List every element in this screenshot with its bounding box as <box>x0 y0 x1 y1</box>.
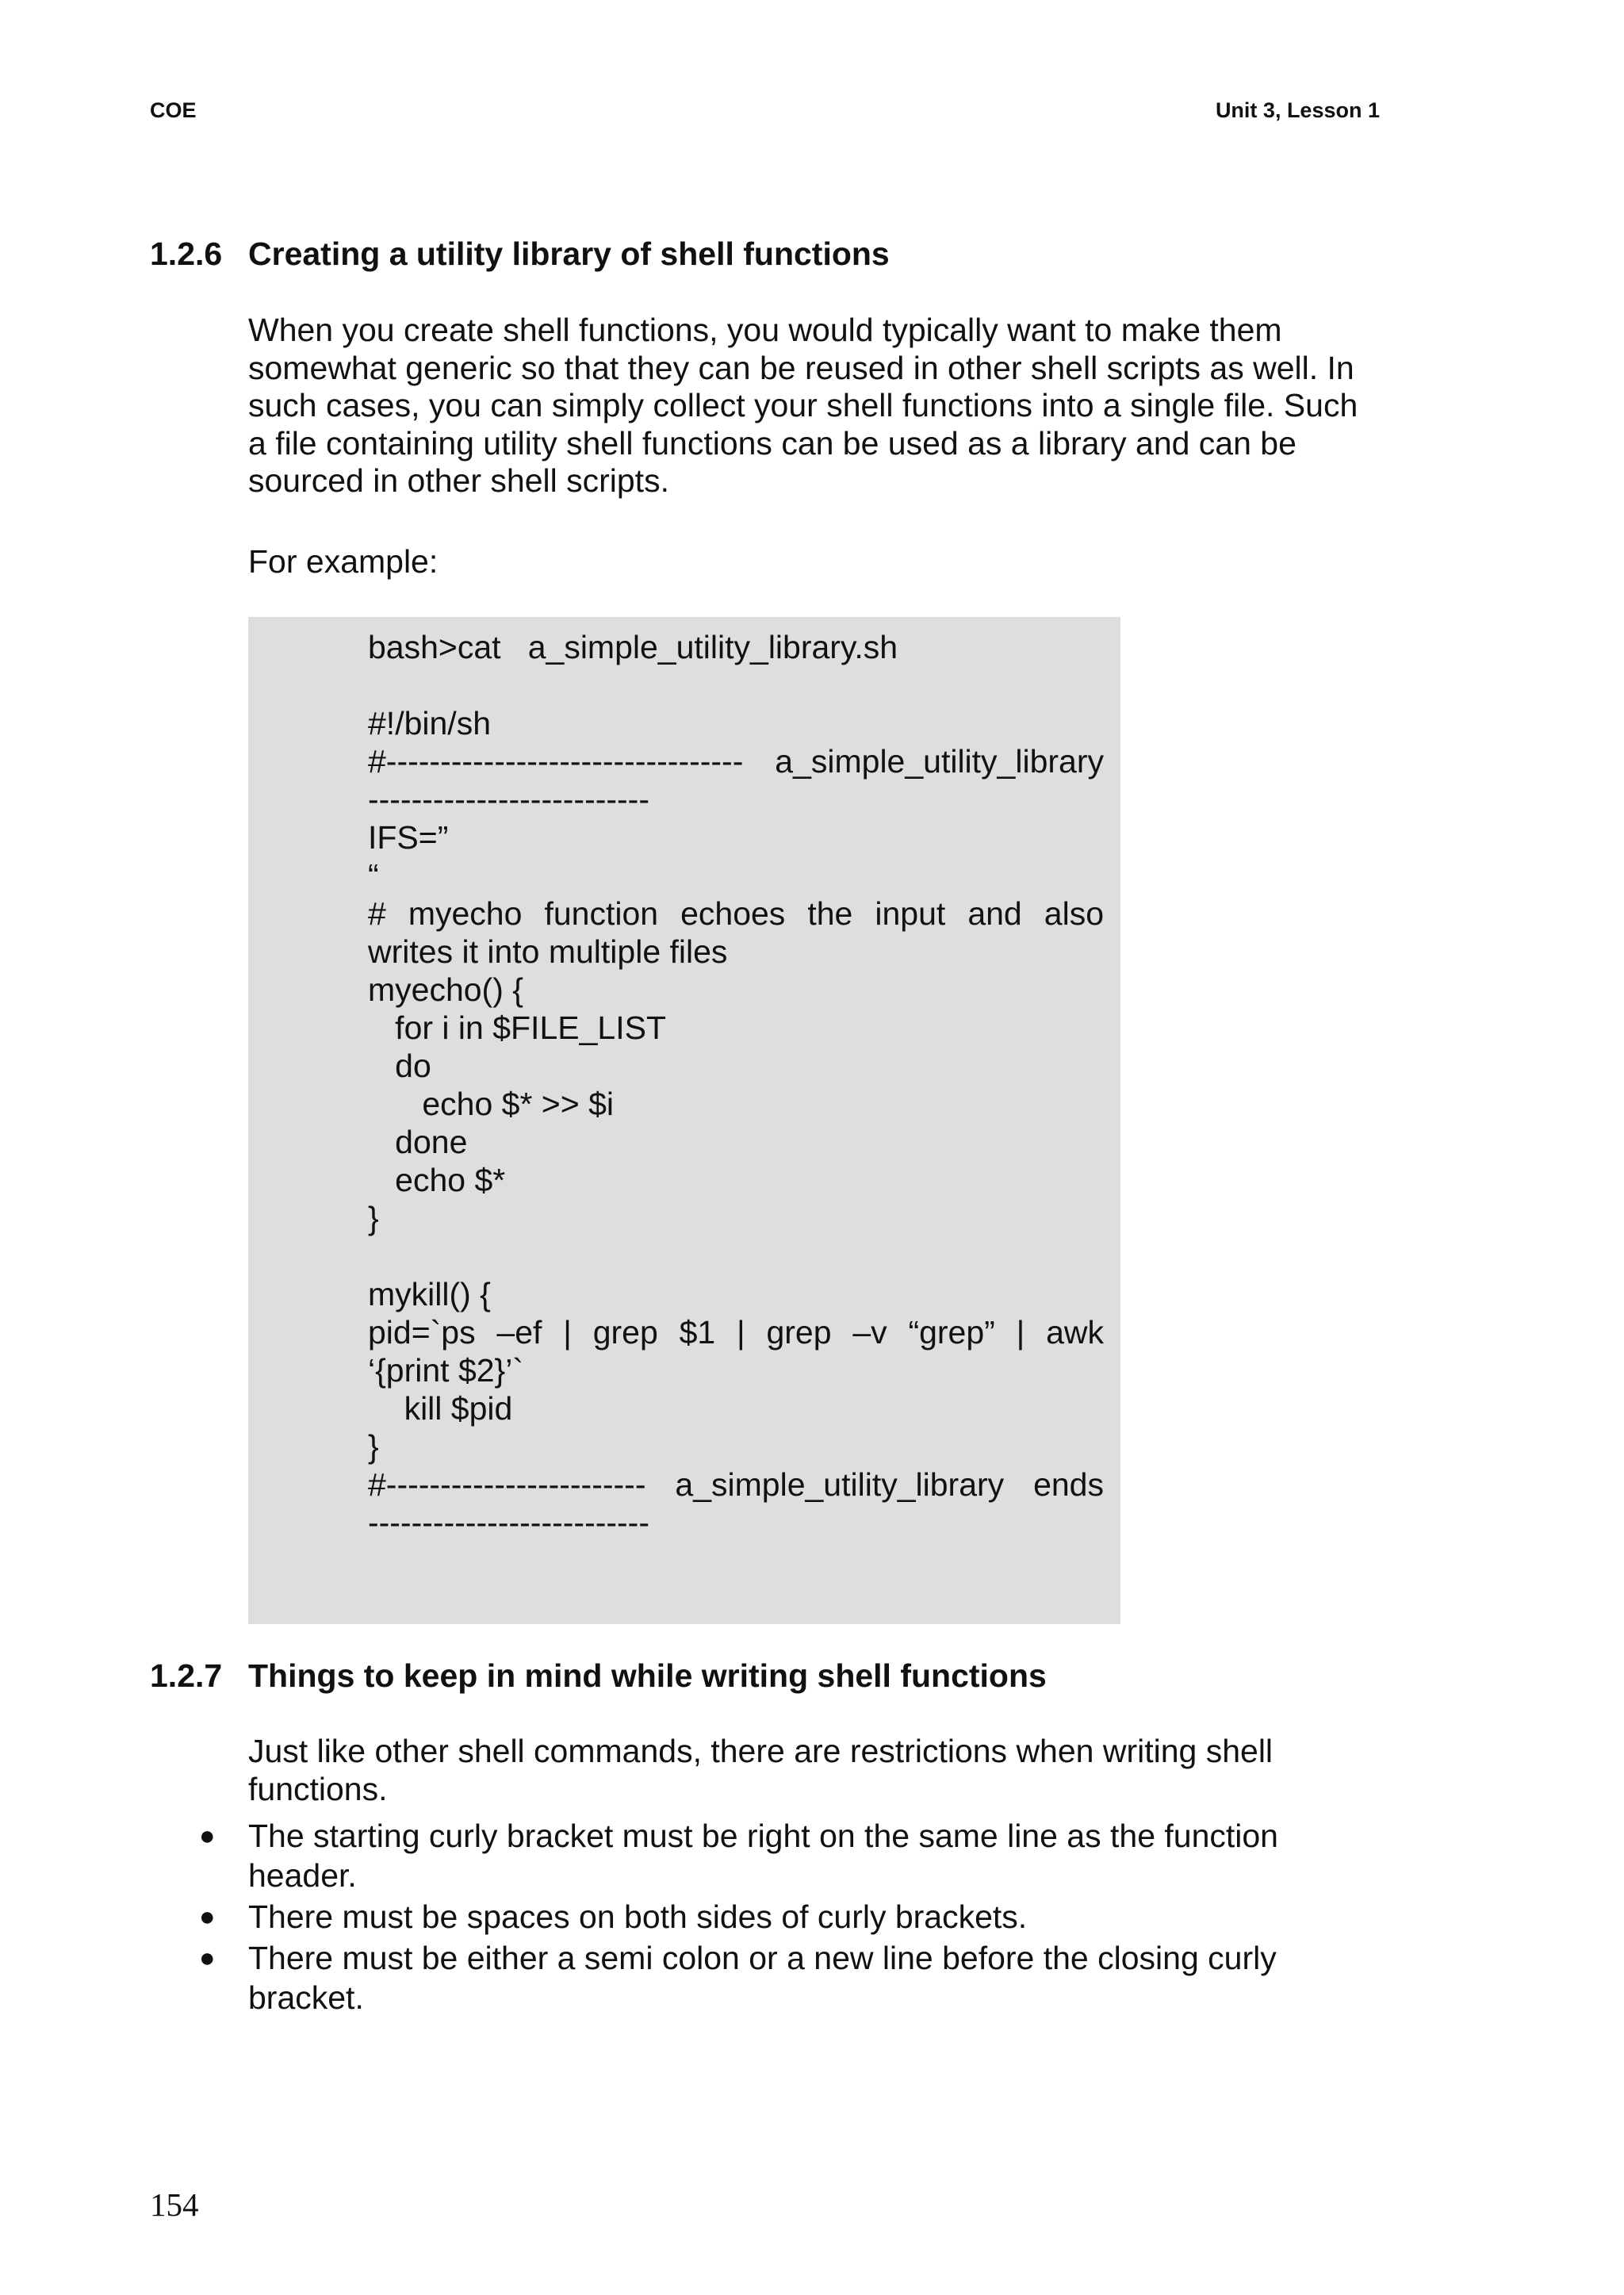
code-line: mykill() { <box>368 1276 491 1312</box>
code-line: #------------------------ a_simple_utility_library ends <box>368 1466 1104 1503</box>
section-number: 1.2.7 <box>150 1657 223 1694</box>
paragraph-line: When you create shell functions, you would typically want to make them <box>248 312 1282 348</box>
code-line: #!/bin/sh <box>368 705 491 741</box>
code-line <box>368 666 1104 704</box>
paragraph-line: sourced in other shell scripts. <box>248 462 669 499</box>
code-line: #--------------------------------- a_simple_utility_library <box>368 743 1104 780</box>
paragraph-line: somewhat generic so that they can be reused in other shell scripts as well. In <box>248 349 1354 386</box>
section-intro <box>248 1733 1382 1808</box>
code-line: bash>cat a_simple_utility_library.sh <box>368 629 898 665</box>
code-line: kill $pid <box>368 1390 513 1427</box>
code-line: # myecho function echoes the input and also <box>368 895 1104 932</box>
code-line: writes it into multiple files <box>368 933 728 970</box>
code-line: done <box>368 1124 468 1160</box>
code-line: } <box>368 1200 379 1236</box>
section-heading-1-2-7 <box>150 1656 1047 1695</box>
page-number: 154 <box>150 2186 199 2223</box>
section-heading-1-2-6 <box>150 234 890 274</box>
section-title: Creating a utility library of shell functions <box>248 236 890 272</box>
paragraph-line: a file containing utility shell functions can be used as a library and can be <box>248 424 1297 462</box>
code-line: -------------------------- <box>368 1504 649 1541</box>
paragraph-line: functions. <box>248 1770 388 1807</box>
code-line: ‘{print $2}’` <box>368 1352 524 1389</box>
code-line: for i in $FILE_LIST <box>368 1010 666 1046</box>
code-line <box>368 1237 1104 1275</box>
list-item <box>199 1938 1382 2017</box>
list-item-text: There must be spaces on both sides of curly brackets. <box>248 1898 1028 1935</box>
list-item <box>199 1897 1382 1937</box>
code-line: “ <box>368 857 379 894</box>
code-line: IFS=” <box>368 819 449 856</box>
paragraph-line: such cases, you can simply collect your shell functions into a single file. Such <box>248 387 1358 423</box>
code-line: } <box>368 1428 379 1465</box>
section-number: 1.2.6 <box>150 236 223 272</box>
code-line: do <box>368 1048 431 1084</box>
section-paragraph <box>248 312 1382 500</box>
bullet-icon: ● <box>199 1902 216 1932</box>
code-line: myecho() { <box>368 971 523 1008</box>
example-label: For example: <box>248 543 439 580</box>
code-line: -------------------------- <box>368 781 649 818</box>
list-item-text: The starting curly bracket must be right on the same line as the function header. <box>248 1818 1278 1894</box>
running-header-left: COE <box>150 98 197 122</box>
rules-bullet-list <box>199 1816 1382 2019</box>
running-header-right: Unit 3, Lesson 1 <box>1215 98 1380 122</box>
section-title: Things to keep in mind while writing shell functions <box>248 1657 1047 1694</box>
paragraph-line: Just like other shell commands, there are restrictions when writing shell <box>248 1733 1274 1769</box>
list-item <box>199 1816 1382 1895</box>
code-line: echo $* <box>368 1162 506 1198</box>
bullet-icon: ● <box>199 1943 216 1973</box>
code-block <box>368 628 1104 1542</box>
bullet-icon: ● <box>199 1821 216 1851</box>
code-line: echo $* >> $i <box>368 1086 614 1122</box>
code-line: pid=`ps –ef | grep $1 | grep –v “grep” | awk <box>368 1314 1104 1351</box>
list-item-text: There must be either a semi colon or a new line before the closing curly bracket. <box>248 1940 1277 2016</box>
